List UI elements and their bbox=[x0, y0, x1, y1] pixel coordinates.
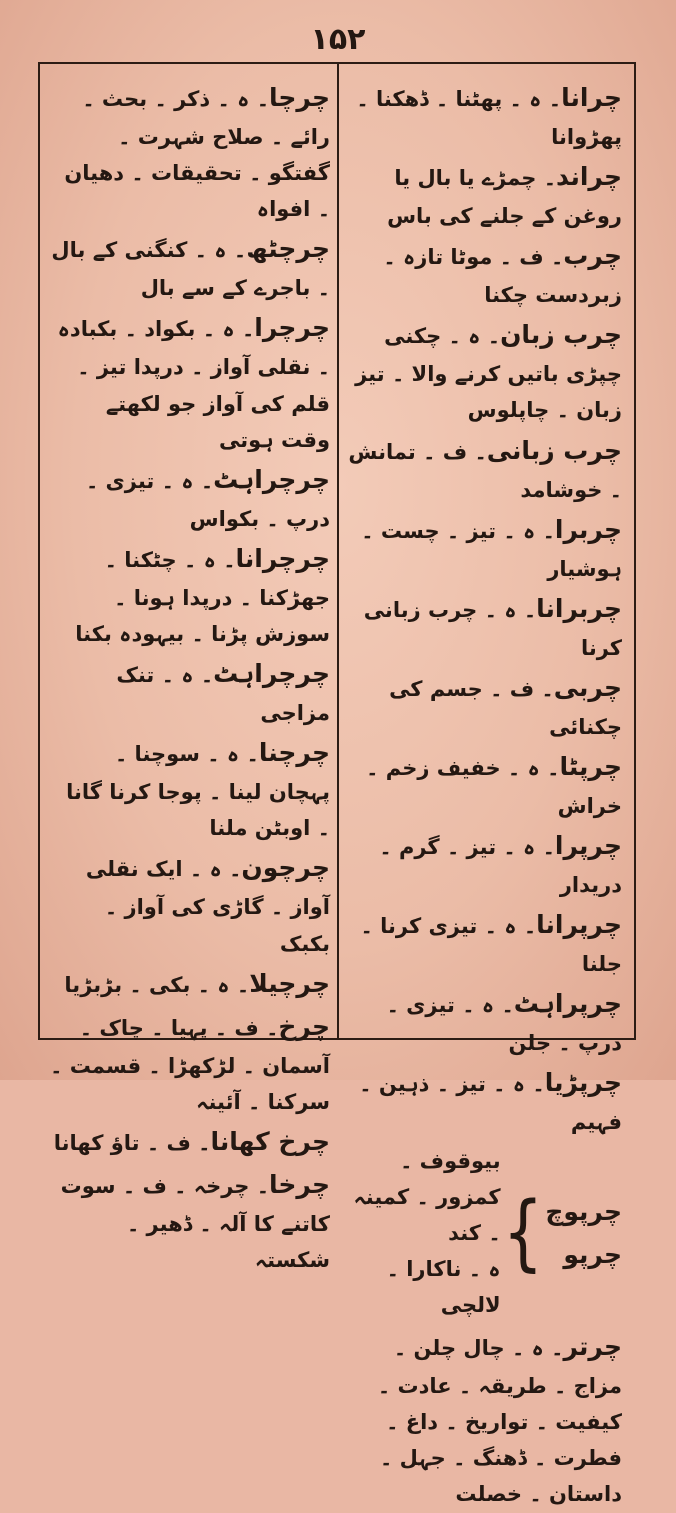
dictionary-entry bbox=[346, 155, 622, 234]
dictionary-entry bbox=[50, 846, 330, 961]
column-divider bbox=[337, 62, 339, 1040]
brace-headwords bbox=[545, 1190, 622, 1276]
entry-headword: چرب زبان bbox=[500, 320, 622, 350]
entry-definition: ۔ ف ۔ پہیا ۔ چاک ۔ آسمان ۔ لڑکھڑا ۔ قسمت ۔ سرکنا ۔ آئینہ bbox=[50, 1015, 330, 1114]
entry-definition: ۔ ہ ۔ تیز ۔ ذہین ۔ فہیم bbox=[359, 1072, 622, 1135]
entry-headword: چراند bbox=[556, 162, 622, 192]
entry-definition: ۔ ف ۔ جسم کی چکنائی bbox=[389, 676, 622, 739]
entry-headword: چرچرا bbox=[254, 313, 330, 343]
entry-headword: چربرانا bbox=[536, 593, 622, 623]
dictionary-entry bbox=[346, 587, 622, 666]
entry-headword: چرب زبانی bbox=[486, 435, 622, 465]
dictionary-entry bbox=[346, 508, 622, 587]
entry-definition: ۔ ہ ۔ بکی ۔ بڑبڑیا bbox=[64, 972, 250, 997]
entry-headword: چرخ کھانا bbox=[210, 1126, 330, 1156]
entry-definition: ۔ ہ ۔ چٹکنا ۔ جھڑکنا ۔ درپدا ہونا ۔ سوزش پڑنا ۔ بیہودہ بکنا bbox=[75, 547, 330, 646]
dictionary-entry bbox=[50, 458, 330, 537]
dictionary-entry bbox=[50, 537, 330, 652]
entry-definition: ۔ ف ۔ موٹا تازہ ۔ زبردست چکنا bbox=[383, 245, 622, 308]
dictionary-entry bbox=[50, 76, 330, 227]
entry-headword: چرپرا bbox=[554, 831, 622, 861]
dictionary-entry bbox=[346, 745, 622, 824]
dictionary-entry bbox=[50, 731, 330, 846]
entry-definition: ۔ ہ ۔ پھٹنا ۔ ڈھکنا ۔ پھڑوانا bbox=[356, 87, 622, 149]
entry-definition: ۔ ہ ۔ تیزی ۔ درپ ۔ بکواس bbox=[85, 468, 330, 531]
dictionary-entry bbox=[50, 962, 330, 1005]
entry-headword: چرپو bbox=[563, 1239, 622, 1269]
dictionary-entry bbox=[346, 1325, 622, 1512]
dictionary-entry bbox=[346, 903, 622, 982]
entry-definition: ہ ۔ ناکارا ۔ لالچی bbox=[386, 1256, 501, 1317]
entry-definition: ۔ چمڑے یا بال یا روغن کے جلنے کی باس bbox=[387, 166, 622, 229]
entry-definition: ۔ ہ ۔ چرب زبانی کرنا bbox=[363, 597, 622, 660]
entry-definition: ۔ ہ ۔ ایک نقلی آواز ۔ گاڑی کی آواز ۔ بکبک bbox=[85, 857, 330, 956]
entry-headword: چرچیلا bbox=[249, 968, 330, 998]
left-column bbox=[50, 76, 330, 1278]
entry-definition: ۔ ہ ۔ ذکر ۔ بحث ۔ رائے ۔ صلاح شہرت ۔ گفتگو ۔ تحقیقات ۔ دھیان ۔ افواہ bbox=[64, 87, 330, 222]
dictionary-entry bbox=[50, 652, 330, 731]
entry-definition: ۔ چرخہ ۔ ف ۔ سوت کاتنے کا آلہ ۔ ڈھیر ۔ شکستہ bbox=[60, 1173, 330, 1272]
right-column bbox=[346, 76, 622, 1513]
entry-headword: چرتر bbox=[563, 1332, 622, 1362]
entry-definition: ۔ ف ۔ تاؤ کھانا bbox=[53, 1130, 211, 1155]
entry-definition: ۔ ف ۔ تمانش ۔ خوشامد bbox=[348, 439, 622, 502]
entry-headword: چرپوچ bbox=[545, 1196, 622, 1226]
dictionary-entry bbox=[346, 824, 622, 903]
dictionary-entry bbox=[346, 313, 622, 428]
entry-headword: چربی bbox=[553, 672, 622, 702]
entry-headword: چرپٹا bbox=[559, 751, 622, 781]
entry-headword: چرچرانا bbox=[235, 543, 330, 573]
entry-headword: چرب bbox=[563, 241, 622, 271]
dictionary-entry bbox=[50, 1163, 330, 1278]
dictionary-entry bbox=[346, 1061, 622, 1140]
dictionary-entry bbox=[346, 666, 622, 745]
entry-definition: ۔ ہ ۔ تیز ۔ گرم ۔ دریدار bbox=[379, 835, 622, 898]
entry-headword: چرچراہٹ bbox=[213, 464, 330, 494]
dictionary-entry bbox=[346, 234, 622, 313]
entry-definition: ۔ ہ ۔ تیزی کرنا ۔ جلنا bbox=[360, 914, 622, 977]
entry-headword: چرچا bbox=[269, 83, 330, 112]
entry-definition: ۔ ہ ۔ تنک مزاجی bbox=[116, 663, 330, 726]
entry-definition: بیوقوف ۔ کمزور ۔ کمینہ ۔ کند bbox=[353, 1148, 501, 1245]
dictionary-entry bbox=[346, 982, 622, 1061]
page-number: ۱۵۲ bbox=[310, 22, 366, 57]
entry-headword: چرچراہٹ bbox=[213, 659, 330, 689]
entry-definition: ۔ ہ ۔ خفیف زخم ۔ خراش bbox=[366, 755, 622, 818]
entry-definition: ۔ ہ ۔ کنگنی کے بال ۔ باجرے کے سے بال bbox=[51, 238, 330, 301]
entry-headword: چرچٹھ bbox=[246, 234, 330, 264]
entry-headword: چربرا bbox=[554, 514, 622, 544]
entry-headword: چرانا bbox=[561, 83, 622, 112]
dictionary-entry bbox=[50, 227, 330, 306]
dictionary-entry bbox=[50, 1005, 330, 1120]
entry-headword: چرخ bbox=[278, 1011, 330, 1041]
entry-headword: چرپراہٹ bbox=[513, 989, 622, 1019]
entry-definition: ۔ ہ ۔ تیز ۔ چست ۔ ہوشیار bbox=[361, 518, 622, 581]
entry-definition: ۔ ہ ۔ بکواد ۔ بکبادہ ۔ نقلی آواز ۔ درپدا تیز ۔ قلم کی آواز جو لکھتے وقت ہوتی bbox=[57, 317, 330, 452]
entry-headword: چرخا bbox=[269, 1169, 330, 1199]
entry-definition: ۔ ہ ۔ سوچنا ۔ پہچان لینا ۔ پوجا کرنا گانا ۔ اوبٹن ملنا bbox=[66, 742, 330, 841]
entry-headword: چرپڑیا bbox=[544, 1068, 622, 1098]
dictionary-entry bbox=[50, 1120, 330, 1163]
dictionary-entry bbox=[346, 429, 622, 508]
brace-definitions bbox=[346, 1143, 501, 1324]
entry-headword: چرچون bbox=[241, 853, 330, 883]
curly-brace-icon: } bbox=[502, 1184, 544, 1281]
entry-definition: ۔ ہ ۔ تیزی ۔ درپ ۔ جلن bbox=[386, 993, 622, 1056]
dictionary-entry bbox=[50, 306, 330, 457]
entry-headword: چرپرانا bbox=[536, 910, 622, 940]
entry-headword: چرچنا bbox=[258, 738, 330, 768]
brace-entry-group bbox=[346, 1143, 622, 1324]
entry-definition: ۔ ہ ۔ چکنی چپڑی باتیں کرنے والا ۔ تیز زبان ۔ چاپلوس bbox=[355, 324, 622, 423]
dictionary-entry bbox=[346, 76, 622, 155]
entry-definition: ۔ ہ ۔ چال چلن ۔ مزاج ۔ طریقہ ۔ عادت ۔ کیفیت ۔ تواریخ ۔ داغ ۔ فطرت ۔ ڈھنگ ۔ جہل ۔ داستان ۔ خصلت bbox=[377, 1336, 622, 1507]
